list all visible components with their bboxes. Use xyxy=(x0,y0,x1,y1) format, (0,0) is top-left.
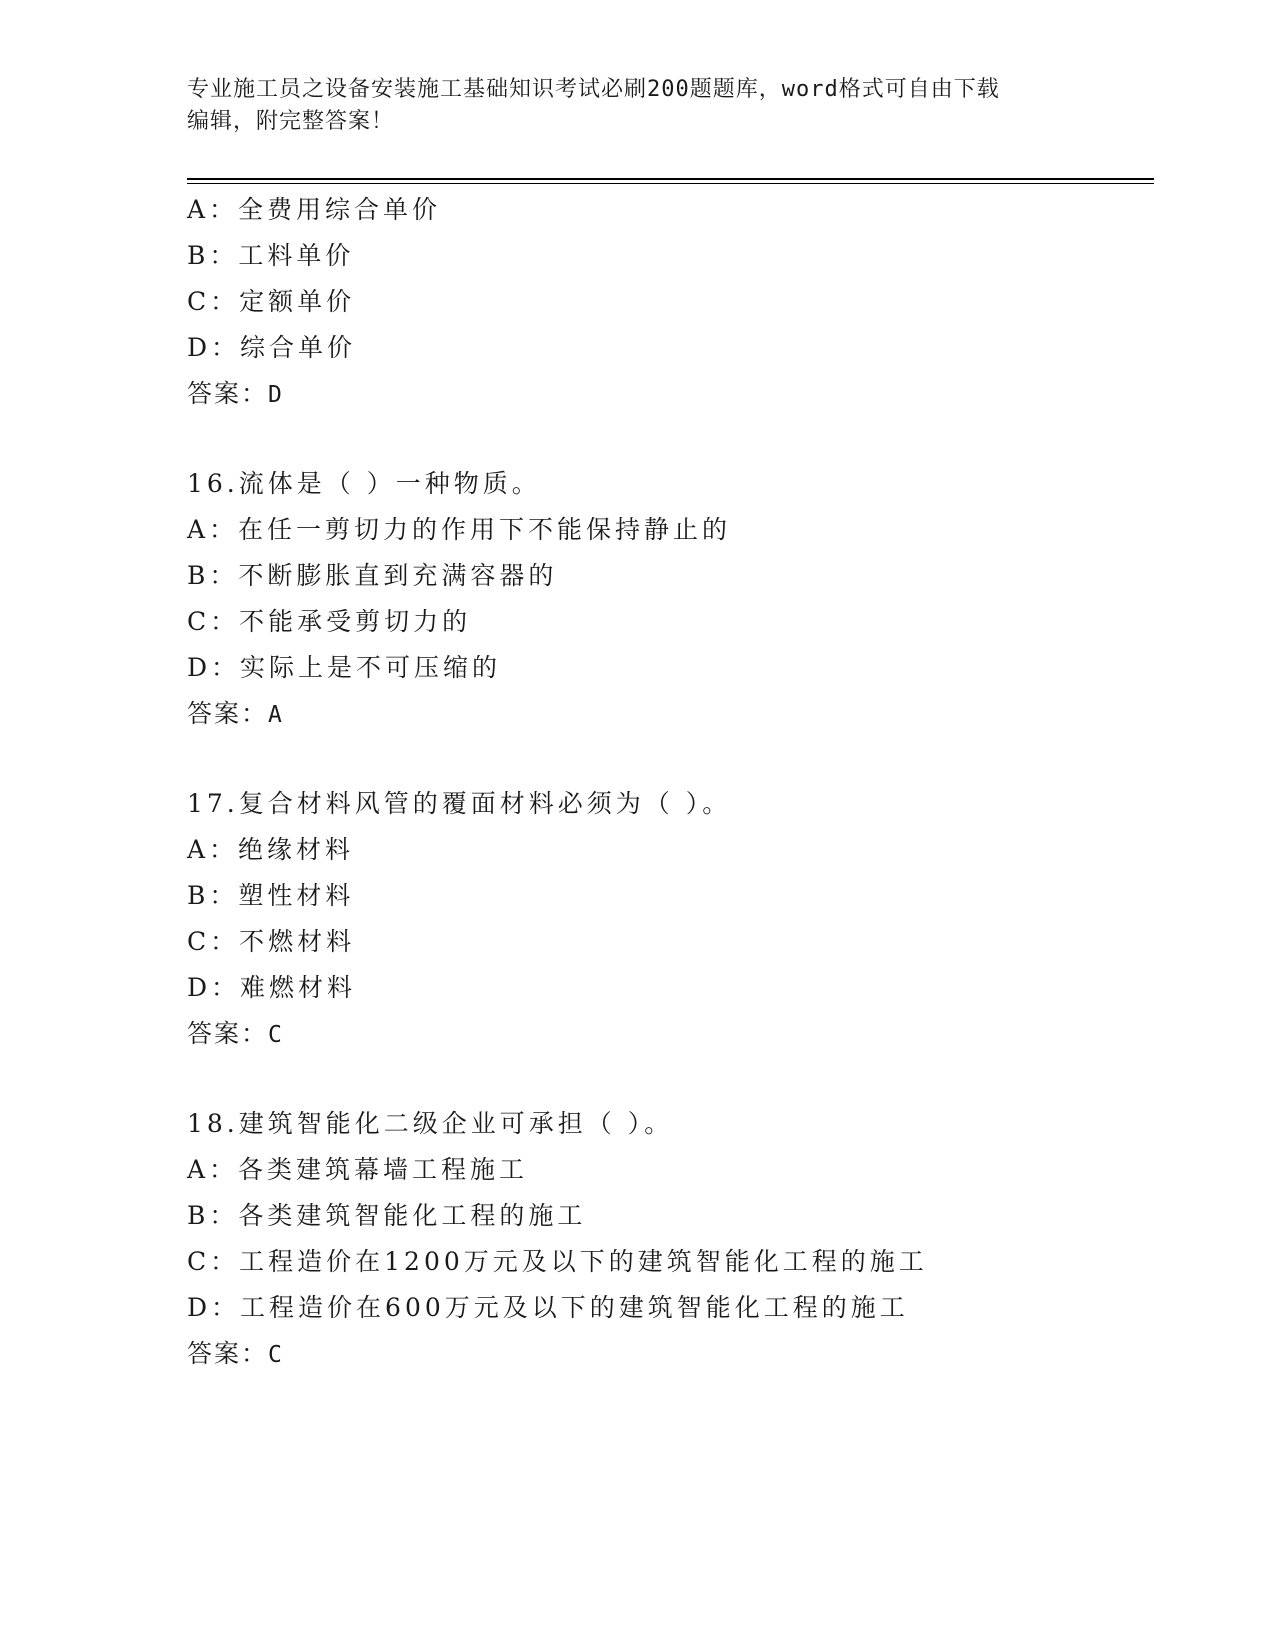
option-c: C：工程造价在1200万元及以下的建筑智能化工程的施工 xyxy=(187,1247,928,1276)
option-a: A：绝缘材料 xyxy=(187,835,355,864)
answer-label: 答案： xyxy=(187,699,269,728)
option-c: C：不能承受剪切力的 xyxy=(187,607,472,636)
option-d: D：工程造价在600万元及以下的建筑智能化工程的施工 xyxy=(187,1293,909,1322)
option-b: B：不断膨胀直到充满容器的 xyxy=(187,561,558,590)
option-d: D：难燃材料 xyxy=(187,973,357,1002)
answer-line xyxy=(187,1011,1147,1057)
answer-value: C xyxy=(268,1342,284,1368)
option-c: C：不燃材料 xyxy=(187,927,356,956)
answer-value: C xyxy=(268,1022,284,1048)
answer-value: A xyxy=(268,702,284,728)
header-line-2: 编辑，附完整答案！ xyxy=(187,109,395,134)
option-a: A：在任一剪切力的作用下不能保持静止的 xyxy=(187,515,732,544)
answer-line xyxy=(187,1331,1147,1377)
answer-line xyxy=(187,371,1147,417)
answer-label: 答案： xyxy=(187,1019,269,1048)
question-block xyxy=(187,187,1147,417)
answer-value: D xyxy=(268,382,284,408)
answer-label: 答案： xyxy=(187,1339,269,1368)
question-block xyxy=(187,461,1147,737)
option-a: A：各类建筑幕墙工程施工 xyxy=(187,1155,529,1184)
question-block xyxy=(187,781,1147,1057)
question-stem: 17.复合材料风管的覆面材料必须为（ ）。 xyxy=(187,789,732,818)
option-b: B：工料单价 xyxy=(187,241,355,270)
option-d: D：综合单价 xyxy=(187,333,357,362)
option-d: D：实际上是不可压缩的 xyxy=(187,653,502,682)
question-list xyxy=(187,187,1147,1377)
answer-line xyxy=(187,691,1147,737)
question-stem: 18.建筑智能化二级企业可承担（ ）。 xyxy=(187,1109,674,1138)
header-rule-thin xyxy=(187,183,1154,184)
header-line-1: 专业施工员之设备安装施工基础知识考试必刷200题题库，word格式可自由下载 xyxy=(187,77,1000,102)
question-stem: 16.流体是（ ）一种物质。 xyxy=(187,469,541,498)
document-header xyxy=(187,74,1087,138)
question-block xyxy=(187,1101,1147,1377)
option-a: A：全费用综合单价 xyxy=(187,195,442,224)
option-b: B：各类建筑智能化工程的施工 xyxy=(187,1201,587,1230)
option-b: B：塑性材料 xyxy=(187,881,355,910)
answer-label: 答案： xyxy=(187,379,269,408)
header-rule-thick xyxy=(187,178,1154,180)
option-c: C：定额单价 xyxy=(187,287,356,316)
